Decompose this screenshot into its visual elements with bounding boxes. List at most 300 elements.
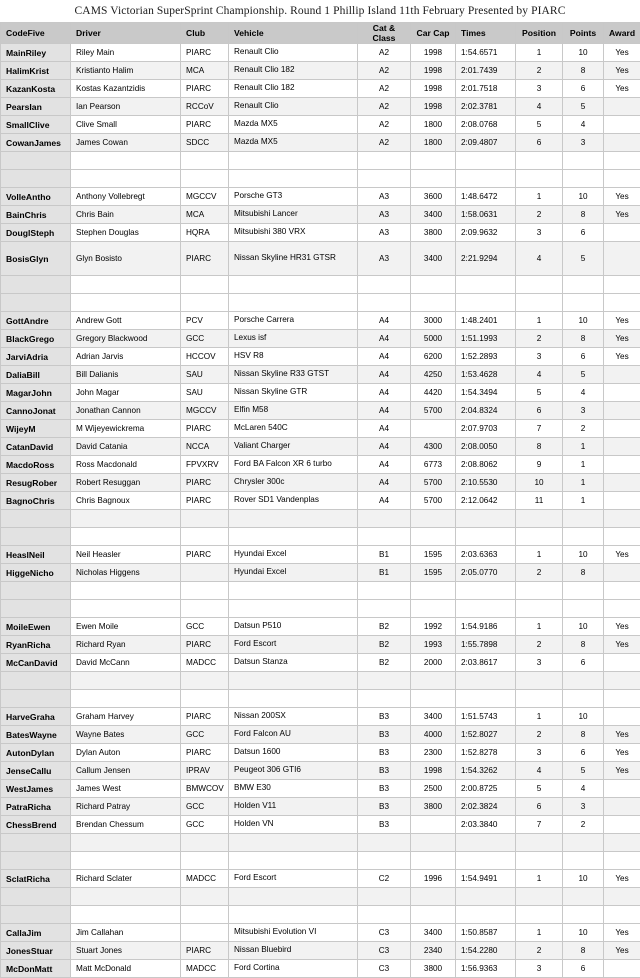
spacer-cell-cat (358, 582, 411, 600)
cell-cat: A3 (358, 242, 411, 276)
cell-code: MagarJohn (1, 384, 71, 402)
spacer-cell-club (181, 170, 229, 188)
column-header-cap[interactable]: Car Cap (411, 23, 456, 44)
cell-code: JarviAdria (1, 348, 71, 366)
cell-points: 8 (563, 206, 604, 224)
spacer-cell-position (516, 152, 563, 170)
cell-club: RCCoV (181, 98, 229, 116)
cell-points: 3 (563, 798, 604, 816)
spacer-cell-driver (71, 276, 181, 294)
spacer-cell-times (456, 906, 516, 924)
table-row[interactable] (1, 762, 640, 780)
spacer-cell-points (563, 852, 604, 870)
column-header-driver[interactable]: Driver (71, 23, 181, 44)
table-row[interactable] (1, 80, 640, 98)
cell-points: 3 (563, 134, 604, 152)
cell-position: 8 (516, 438, 563, 456)
spacer-cell-cap (411, 852, 456, 870)
spacer-cell-club (181, 294, 229, 312)
cell-points: 1 (563, 474, 604, 492)
spacer-cell-code (1, 528, 71, 546)
cell-points: 10 (563, 546, 604, 564)
cell-code: MacdoRoss (1, 456, 71, 474)
spacer-cell-award (604, 294, 640, 312)
cell-times: 2:05.0770 (456, 564, 516, 582)
cell-position: 3 (516, 80, 563, 98)
column-header-vehicle[interactable]: Vehicle (229, 23, 358, 44)
table-row[interactable] (1, 206, 640, 224)
cell-vehicle: Nissan Skyline GTR (229, 384, 358, 402)
spacer-cell-club (181, 600, 229, 618)
table-row[interactable] (1, 438, 640, 456)
cell-driver: David McCann (71, 654, 181, 672)
cell-points: 10 (563, 44, 604, 62)
cell-times: 1:54.2280 (456, 942, 516, 960)
cell-club: GCC (181, 330, 229, 348)
spacer-cell-cap (411, 906, 456, 924)
cell-code: RyanRicha (1, 636, 71, 654)
cell-award (604, 242, 640, 276)
spacer-cell-cap (411, 294, 456, 312)
cell-driver: Robert Resuggan (71, 474, 181, 492)
spacer-cell-position (516, 888, 563, 906)
table-row[interactable] (1, 116, 640, 134)
table-row[interactable] (1, 654, 640, 672)
spacer-cell-code (1, 600, 71, 618)
cell-points: 4 (563, 780, 604, 798)
cell-points: 8 (563, 330, 604, 348)
cell-club: FPVXRV (181, 456, 229, 474)
cell-code: GottAndre (1, 312, 71, 330)
column-header-cat[interactable]: Cat & Class (358, 23, 411, 44)
cell-award (604, 564, 640, 582)
cell-vehicle: Ford Escort (229, 870, 358, 888)
cell-code: DaliaBill (1, 366, 71, 384)
cell-award (604, 654, 640, 672)
cell-vehicle: Renault Clio (229, 44, 358, 62)
cell-position: 1 (516, 546, 563, 564)
cell-vehicle: Chrysler 300c (229, 474, 358, 492)
cell-cap: 1996 (411, 870, 456, 888)
cell-cap: 1998 (411, 98, 456, 116)
cell-vehicle: HSV R8 (229, 348, 358, 366)
spacer-cell-cat (358, 834, 411, 852)
spacer-cell-cap (411, 170, 456, 188)
cell-cap: 5700 (411, 492, 456, 510)
cell-cat: A4 (358, 420, 411, 438)
spacer-cell-vehicle (229, 690, 358, 708)
cell-times: 2:08.8062 (456, 456, 516, 474)
cell-award (604, 816, 640, 834)
cell-driver: Riley Main (71, 44, 181, 62)
cell-times: 1:48.6472 (456, 188, 516, 206)
cell-cat: B3 (358, 708, 411, 726)
table-row[interactable] (1, 546, 640, 564)
spacer-cell-cap (411, 152, 456, 170)
spacer-cell-points (563, 510, 604, 528)
cell-position: 5 (516, 780, 563, 798)
spacer-row (1, 834, 640, 852)
column-header-times[interactable]: Times (456, 23, 516, 44)
column-header-club[interactable]: Club (181, 23, 229, 44)
table-row[interactable] (1, 188, 640, 206)
spacer-cell-code (1, 906, 71, 924)
cell-cat: B2 (358, 618, 411, 636)
table-row[interactable] (1, 780, 640, 798)
cell-award: Yes (604, 44, 640, 62)
spacer-cell-points (563, 582, 604, 600)
cell-award (604, 492, 640, 510)
cell-vehicle: Hyundai Excel (229, 546, 358, 564)
cell-cap: 1800 (411, 116, 456, 134)
spacer-cell-driver (71, 834, 181, 852)
cell-driver: Richard Patray (71, 798, 181, 816)
cell-code: CallaJim (1, 924, 71, 942)
cell-award (604, 456, 640, 474)
cell-points: 6 (563, 224, 604, 242)
spacer-row (1, 152, 640, 170)
cell-award (604, 134, 640, 152)
cell-code: CatanDavid (1, 438, 71, 456)
spacer-cell-award (604, 170, 640, 188)
spacer-cell-cat (358, 690, 411, 708)
column-header-position[interactable]: Position (516, 23, 563, 44)
spacer-cell-position (516, 672, 563, 690)
cell-times: 2:08.0768 (456, 116, 516, 134)
cell-position: 3 (516, 348, 563, 366)
cell-club: PIARC (181, 116, 229, 134)
spacer-cell-code (1, 152, 71, 170)
cell-cap: 3800 (411, 224, 456, 242)
cell-cat: B1 (358, 564, 411, 582)
spacer-cell-code (1, 276, 71, 294)
cell-cat: A4 (358, 312, 411, 330)
table-row[interactable] (1, 420, 640, 438)
cell-position: 3 (516, 654, 563, 672)
cell-position: 2 (516, 942, 563, 960)
cell-award (604, 384, 640, 402)
table-row[interactable] (1, 348, 640, 366)
cell-cap: 2300 (411, 744, 456, 762)
spacer-cell-award (604, 528, 640, 546)
cell-award (604, 366, 640, 384)
spacer-cell-cat (358, 528, 411, 546)
cell-club: GCC (181, 816, 229, 834)
table-row[interactable] (1, 98, 640, 116)
cell-times: 1:54.3494 (456, 384, 516, 402)
cell-cat: A2 (358, 98, 411, 116)
table-row[interactable] (1, 44, 640, 62)
cell-club: MCA (181, 206, 229, 224)
spacer-cell-cat (358, 170, 411, 188)
spacer-cell-cat (358, 672, 411, 690)
cell-vehicle: Datsun Stanza (229, 654, 358, 672)
spacer-cell-vehicle (229, 582, 358, 600)
cell-vehicle: Datsun P510 (229, 618, 358, 636)
cell-club: MGCCV (181, 188, 229, 206)
spacer-cell-club (181, 582, 229, 600)
spacer-cell-driver (71, 152, 181, 170)
cell-vehicle: McLaren 540C (229, 420, 358, 438)
cell-code: BosisGlyn (1, 242, 71, 276)
cell-times: 2:21.9294 (456, 242, 516, 276)
spacer-row (1, 276, 640, 294)
spacer-cell-cap (411, 600, 456, 618)
table-row[interactable] (1, 402, 640, 420)
cell-club: IPRAV (181, 762, 229, 780)
cell-club: MCA (181, 62, 229, 80)
cell-award: Yes (604, 330, 640, 348)
table-row[interactable] (1, 960, 640, 978)
table-row[interactable] (1, 798, 640, 816)
spacer-cell-times (456, 888, 516, 906)
cell-driver: Anthony Vollebregt (71, 188, 181, 206)
column-header-award[interactable]: Award (604, 23, 640, 44)
table-row[interactable] (1, 726, 640, 744)
cell-club: PIARC (181, 942, 229, 960)
spacer-cell-code (1, 690, 71, 708)
cell-cat: A4 (358, 402, 411, 420)
cell-club: HQRA (181, 224, 229, 242)
cell-code: BlackGrego (1, 330, 71, 348)
spacer-cell-vehicle (229, 528, 358, 546)
cell-vehicle: Ford Cortina (229, 960, 358, 978)
cell-points: 1 (563, 438, 604, 456)
spacer-cell-cap (411, 528, 456, 546)
cell-position: 4 (516, 366, 563, 384)
cell-cat: A2 (358, 44, 411, 62)
cell-award (604, 798, 640, 816)
cell-cap: 1998 (411, 44, 456, 62)
cell-code: McCanDavid (1, 654, 71, 672)
cell-driver: Kostas Kazantzidis (71, 80, 181, 98)
cell-cap: 4420 (411, 384, 456, 402)
cell-award: Yes (604, 726, 640, 744)
cell-cat: A4 (358, 330, 411, 348)
cell-cat: B3 (358, 798, 411, 816)
cell-award: Yes (604, 762, 640, 780)
table-row[interactable] (1, 744, 640, 762)
cell-vehicle: Holden V11 (229, 798, 358, 816)
spacer-row (1, 852, 640, 870)
cell-vehicle: Peugeot 306 GTI6 (229, 762, 358, 780)
cell-award: Yes (604, 312, 640, 330)
cell-cap: 2000 (411, 654, 456, 672)
cell-points: 8 (563, 62, 604, 80)
cell-position: 1 (516, 618, 563, 636)
table-row[interactable] (1, 224, 640, 242)
cell-cat: A4 (358, 492, 411, 510)
cell-cat: C3 (358, 960, 411, 978)
spacer-cell-driver (71, 852, 181, 870)
cell-driver: Callum Jensen (71, 762, 181, 780)
spacer-cell-club (181, 834, 229, 852)
cell-award (604, 474, 640, 492)
spacer-cell-cap (411, 276, 456, 294)
cell-cat: A3 (358, 224, 411, 242)
table-row[interactable] (1, 134, 640, 152)
table-row[interactable] (1, 564, 640, 582)
table-row[interactable] (1, 708, 640, 726)
spacer-cell-award (604, 852, 640, 870)
cell-times: 1:56.9363 (456, 960, 516, 978)
cell-points: 6 (563, 80, 604, 98)
column-header-points[interactable]: Points (563, 23, 604, 44)
page-title: CAMS Victorian SuperSprint Championship. Round 1 Phillip Island 11th February Presented by PIARC (0, 0, 640, 22)
cell-points: 2 (563, 420, 604, 438)
cell-award: Yes (604, 870, 640, 888)
cell-driver: Kristianto Halim (71, 62, 181, 80)
table-row[interactable] (1, 618, 640, 636)
spacer-cell-points (563, 600, 604, 618)
cell-driver: Dylan Auton (71, 744, 181, 762)
cell-code: SclatRicha (1, 870, 71, 888)
cell-driver: Andrew Gott (71, 312, 181, 330)
cell-code: MoileEwen (1, 618, 71, 636)
spacer-cell-cat (358, 888, 411, 906)
spacer-cell-award (604, 888, 640, 906)
cell-club: PIARC (181, 744, 229, 762)
cell-points: 3 (563, 402, 604, 420)
table-row[interactable] (1, 942, 640, 960)
cell-times: 1:51.5743 (456, 708, 516, 726)
cell-vehicle: Hyundai Excel (229, 564, 358, 582)
cell-position: 7 (516, 816, 563, 834)
cell-position: 1 (516, 44, 563, 62)
cell-cap: 1993 (411, 636, 456, 654)
spacer-cell-times (456, 600, 516, 618)
cell-cat: B3 (358, 726, 411, 744)
cell-code: McDonMatt (1, 960, 71, 978)
cell-cap: 5700 (411, 402, 456, 420)
table-row[interactable] (1, 62, 640, 80)
spacer-cell-cat (358, 906, 411, 924)
spacer-cell-position (516, 600, 563, 618)
cell-vehicle: Renault Clio 182 (229, 80, 358, 98)
table-row[interactable] (1, 492, 640, 510)
spacer-cell-driver (71, 528, 181, 546)
cell-position: 10 (516, 474, 563, 492)
cell-club: SDCC (181, 134, 229, 152)
cell-club: SAU (181, 366, 229, 384)
cell-vehicle: BMW E30 (229, 780, 358, 798)
spacer-cell-code (1, 582, 71, 600)
cell-vehicle: Nissan 200SX (229, 708, 358, 726)
cell-club: PIARC (181, 44, 229, 62)
spacer-row (1, 582, 640, 600)
cell-club: GCC (181, 618, 229, 636)
cell-cap (411, 420, 456, 438)
cell-club: PIARC (181, 474, 229, 492)
cell-times: 2:03.8617 (456, 654, 516, 672)
table-row[interactable] (1, 242, 640, 276)
cell-times: 2:04.8324 (456, 402, 516, 420)
spacer-cell-code (1, 852, 71, 870)
spacer-cell-points (563, 672, 604, 690)
spacer-cell-times (456, 170, 516, 188)
table-row[interactable] (1, 366, 640, 384)
cell-cap: 1998 (411, 762, 456, 780)
spacer-cell-points (563, 152, 604, 170)
cell-driver: Brendan Chessum (71, 816, 181, 834)
spacer-cell-position (516, 528, 563, 546)
cell-points: 6 (563, 960, 604, 978)
spacer-cell-club (181, 276, 229, 294)
cell-award (604, 98, 640, 116)
cell-driver: Matt McDonald (71, 960, 181, 978)
table-body (1, 44, 640, 978)
table-row[interactable] (1, 924, 640, 942)
table-row[interactable] (1, 456, 640, 474)
cell-driver: Graham Harvey (71, 708, 181, 726)
cell-code: ResugRober (1, 474, 71, 492)
table-row[interactable] (1, 816, 640, 834)
spacer-cell-award (604, 152, 640, 170)
cell-cap (411, 816, 456, 834)
spacer-cell-club (181, 510, 229, 528)
cell-vehicle: Mitsubishi 380 VRX (229, 224, 358, 242)
cell-times: 1:52.2893 (456, 348, 516, 366)
cell-cat: A4 (358, 348, 411, 366)
spacer-cell-cap (411, 672, 456, 690)
table-row[interactable] (1, 312, 640, 330)
cell-times: 1:48.2401 (456, 312, 516, 330)
cell-driver: Ross Macdonald (71, 456, 181, 474)
cell-vehicle: Mazda MX5 (229, 116, 358, 134)
spacer-cell-driver (71, 906, 181, 924)
spacer-cell-club (181, 852, 229, 870)
spacer-cell-cat (358, 600, 411, 618)
cell-cap: 3800 (411, 798, 456, 816)
cell-times: 2:08.0050 (456, 438, 516, 456)
table-row[interactable] (1, 636, 640, 654)
table-row[interactable] (1, 870, 640, 888)
cell-award: Yes (604, 546, 640, 564)
cell-code: CannoJonat (1, 402, 71, 420)
cell-times: 2:03.6363 (456, 546, 516, 564)
cell-club: BMWCOV (181, 780, 229, 798)
cell-driver: David Catania (71, 438, 181, 456)
cell-cat: B2 (358, 636, 411, 654)
cell-position: 2 (516, 206, 563, 224)
spacer-cell-times (456, 152, 516, 170)
spacer-cell-driver (71, 510, 181, 528)
spacer-row (1, 294, 640, 312)
spacer-cell-position (516, 294, 563, 312)
table-row[interactable] (1, 384, 640, 402)
cell-code: HeaslNeil (1, 546, 71, 564)
cell-driver: Nicholas Higgens (71, 564, 181, 582)
spacer-row (1, 170, 640, 188)
spacer-cell-award (604, 582, 640, 600)
spacer-cell-driver (71, 582, 181, 600)
cell-award (604, 224, 640, 242)
cell-vehicle: Porsche Carrera (229, 312, 358, 330)
cell-cap: 1992 (411, 618, 456, 636)
table-row[interactable] (1, 474, 640, 492)
column-header-code[interactable]: CodeFive (1, 23, 71, 44)
cell-position: 9 (516, 456, 563, 474)
cell-points: 1 (563, 492, 604, 510)
cell-club (181, 924, 229, 942)
cell-points: 10 (563, 618, 604, 636)
table-row[interactable] (1, 330, 640, 348)
cell-club: PIARC (181, 636, 229, 654)
cell-points: 6 (563, 348, 604, 366)
cell-points: 1 (563, 456, 604, 474)
cell-code: SmallClive (1, 116, 71, 134)
cell-driver: Bill Dalianis (71, 366, 181, 384)
